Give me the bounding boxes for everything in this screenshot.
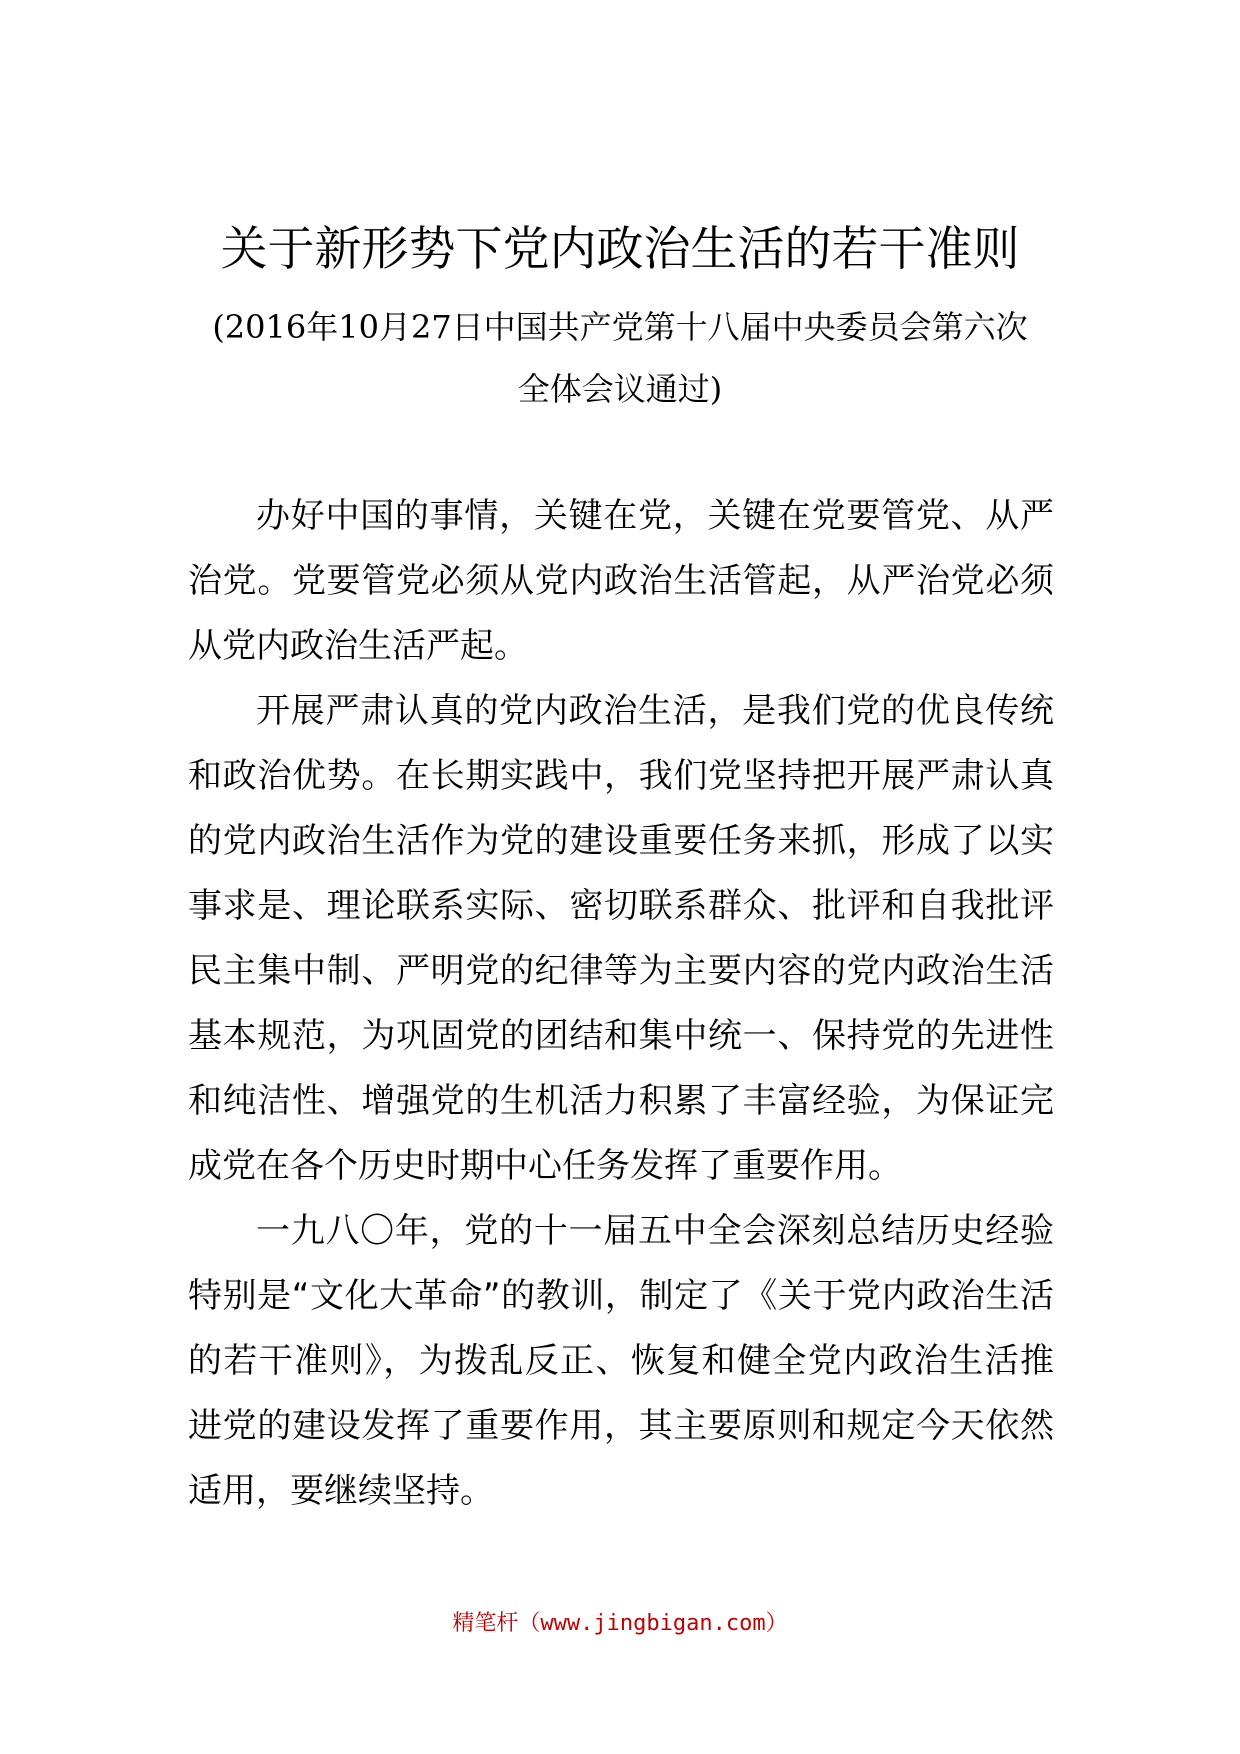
subtitle-line-1: (2016年10月27日中国共产党第十八届中央委员会第六次 bbox=[212, 308, 1028, 346]
paragraph-2: 开展严肃认真的党内政治生活，是我们党的优良传统和政治优势。在长期实践中，我们党坚持把开展严肃认真的党内政治生活作为党的建设重要任务来抓，形成了以实事求是、理论联系实际、密切联系群众、批评和自我批评民主集中制、严明党的纪律等为主要内容的党内政治生活基本规范，为巩固党的团结和集中统一、保持党的先进性和纯洁性、增强党的生机活力积累了丰富经验，为保证完成党在各个历史时期中心任务发挥了重要作用。 bbox=[188, 691, 1054, 1186]
paragraph-1: 办好中国的事情，关键在党，关键在党要管党、从严治党。党要管党必须从党内政治生活管起，从严治党必须从党内政治生活严起。 bbox=[188, 496, 1054, 666]
paragraph-3: 一九八〇年，党的十一届五中全会深刻总结历史经验特别是“文化大革命”的教训，制定了《关于党内政治生活的若干准则》，为拨乱反正、恢复和健全党内政治生活推进党的建设发挥了重要作用，其主要原则和规定今天依然适用，要继续坚持。 bbox=[188, 1211, 1054, 1511]
document-title: 关于新形势下党内政治生活的若干准则 bbox=[220, 222, 1020, 277]
subtitle-line-2: 全体会议通过) bbox=[517, 370, 723, 408]
document-subtitle bbox=[180, 296, 1060, 420]
document-body bbox=[188, 484, 1054, 1524]
footer-watermark: 精笔杆（www.jingbigan.com） bbox=[452, 1611, 788, 1636]
